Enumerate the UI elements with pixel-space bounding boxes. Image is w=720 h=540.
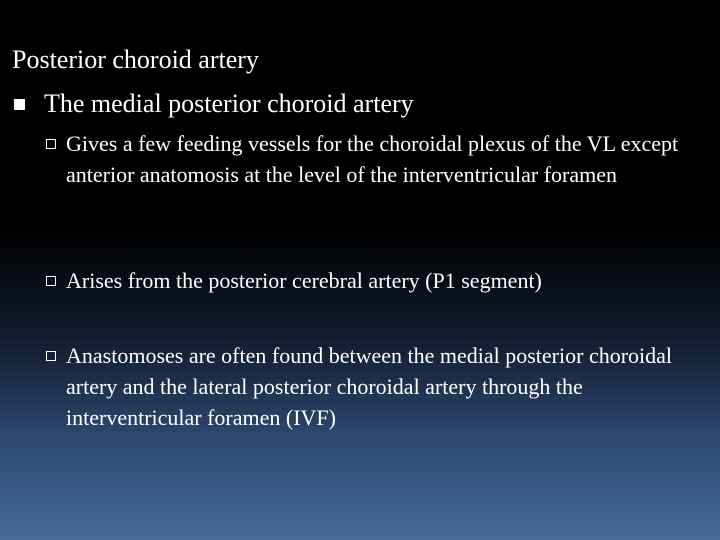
hollow-square-bullet-icon	[46, 139, 56, 149]
hollow-square-bullet-icon	[46, 351, 56, 361]
sub-bullet-text: Anastomoses are often found between the medial posterior choroidal artery and the lateral posterior choroidal artery through the interventricular foramen (IVF)	[66, 343, 673, 430]
sub-bullet	[46, 128, 706, 190]
sub-bullet	[46, 340, 706, 433]
hollow-square-bullet-icon	[46, 276, 56, 286]
sub-bullet-text: Gives a few feeding vessels for the choroidal plexus of the VL except anterior anatomosis at the level of the interventricular foramen	[66, 131, 679, 187]
square-bullet-icon	[14, 99, 25, 110]
bullet-level1	[14, 88, 414, 120]
sub-bullet-text: Arises from the posterior cerebral artery (P1 segment)	[66, 268, 542, 293]
sub-bullet	[46, 265, 706, 296]
bullet-text: The medial posterior choroid artery	[44, 89, 414, 118]
slide-title: Posterior choroid artery	[12, 45, 259, 74]
